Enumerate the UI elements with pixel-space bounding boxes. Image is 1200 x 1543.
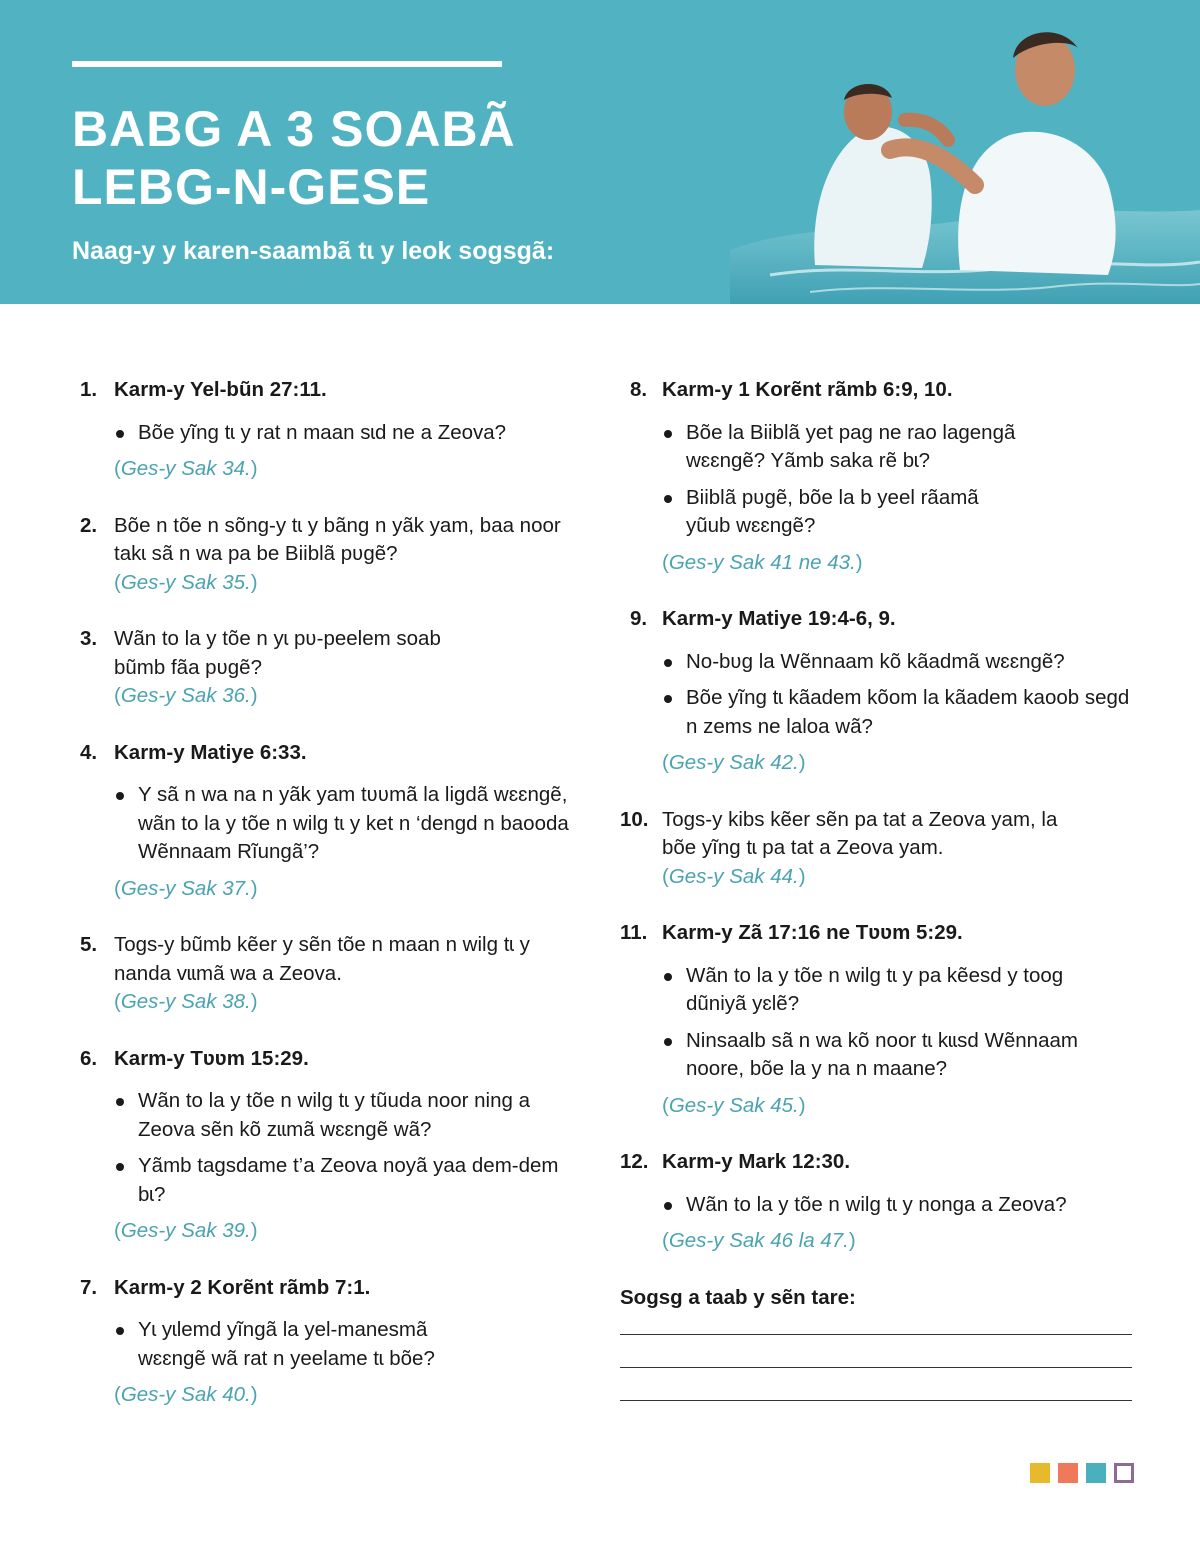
question-bullet: Bõe yĩng tɩ kãadem kõom la kãadem kaoob segd n zems ne laloa wã? bbox=[662, 684, 1140, 741]
note-writing-line[interactable] bbox=[620, 1400, 1132, 1401]
question-text: Togs-y bũmb kẽer y sẽn tõe n maan n wilg tɩ y nanda vɩɩmã wa a Zeova. bbox=[114, 933, 530, 985]
question-number: 10. bbox=[620, 807, 649, 831]
question-number: 1. bbox=[80, 378, 98, 401]
question-item bbox=[80, 376, 580, 484]
question-item bbox=[80, 1274, 580, 1410]
question-number: 11. bbox=[620, 921, 648, 944]
note-writing-line[interactable] bbox=[620, 1367, 1132, 1368]
question-bullet: Wãn to la y tõe n wilg tɩ y pa kẽesd y toog dũniyã yɛlẽ? bbox=[662, 962, 1066, 1019]
question-bullet: Yɩ yɩlemd yĩngã la yel-manesmã wɛɛngẽ wã rat n yeelame tɩ bõe? bbox=[114, 1316, 478, 1373]
question-number: 12. bbox=[620, 1150, 649, 1173]
note-writing-line[interactable] bbox=[620, 1334, 1132, 1335]
questions-column-left bbox=[80, 376, 580, 1438]
question-text: Wãn to la y tõe n yɩ pʋ-peelem soab bũmb fãa pʋgẽ? bbox=[114, 627, 441, 679]
question-item bbox=[80, 625, 580, 711]
lesson-reference: (Ges-y Sak 40.) bbox=[114, 1383, 258, 1406]
question-bullet: No-bʋg la Wẽnnaam kõ kãadmã wɛɛngẽ? bbox=[662, 648, 1140, 677]
question-number: 9. bbox=[630, 607, 648, 630]
square-teal bbox=[1086, 1463, 1106, 1483]
notes-label: Sogsg a taab y sẽn tare: bbox=[620, 1285, 856, 1309]
question-item bbox=[620, 1148, 1140, 1256]
scripture-reading: Karm-y Tʋʋm 15:29. bbox=[114, 1046, 309, 1070]
square-purple-outline bbox=[1114, 1463, 1134, 1483]
question-item bbox=[620, 806, 1140, 892]
page-subtitle: Naag-y y karen-saambã tɩ y leok sogsgã: bbox=[72, 237, 555, 265]
lesson-reference: (Ges-y Sak 36.) bbox=[114, 684, 258, 707]
question-bullet: Wãn to la y tõe n wilg tɩ y nonga a Zeova? bbox=[662, 1191, 1140, 1220]
question-number: 3. bbox=[80, 627, 98, 650]
question-item bbox=[620, 919, 1140, 1120]
title-line-2: LEBG-N-GESE bbox=[72, 159, 431, 215]
question-number: 2. bbox=[80, 513, 98, 537]
question-number: 8. bbox=[630, 378, 648, 401]
scripture-reading: Karm-y Yel-bũn 27:11. bbox=[114, 378, 327, 401]
question-item bbox=[80, 739, 580, 904]
scripture-reading: Karm-y 2 Korẽnt rãmb 7:1. bbox=[114, 1275, 371, 1299]
header-banner bbox=[0, 0, 1200, 304]
scripture-reading: Karm-y Mark 12:30. bbox=[662, 1150, 851, 1173]
lesson-reference: (Ges-y Sak 42.) bbox=[662, 751, 806, 774]
lesson-reference: (Ges-y Sak 34.) bbox=[114, 457, 258, 480]
page-title bbox=[72, 100, 516, 216]
question-number: 6. bbox=[80, 1046, 98, 1070]
baptism-illustration bbox=[690, 0, 1200, 304]
square-orange bbox=[1058, 1463, 1078, 1483]
lesson-reference: (Ges-y Sak 35.) bbox=[114, 570, 258, 594]
question-item bbox=[80, 1045, 580, 1246]
header-rule bbox=[72, 61, 502, 67]
square-yellow bbox=[1030, 1463, 1050, 1483]
question-number: 5. bbox=[80, 933, 98, 956]
question-text: Togs-y kibs kẽer sẽn pa tat a Zeova yam, la bõe yĩng tɩ pa tat a Zeova yam. bbox=[662, 807, 1058, 859]
question-item bbox=[80, 931, 580, 1017]
question-bullet: Bõe yĩng tɩ y rat n maan sɩd ne a Zeova? bbox=[114, 419, 580, 448]
question-number: 7. bbox=[80, 1275, 98, 1299]
lesson-reference: (Ges-y Sak 46 la 47.) bbox=[662, 1229, 856, 1252]
scripture-reading: Karm-y 1 Korẽnt rãmb 6:9, 10. bbox=[662, 378, 953, 401]
scripture-reading: Karm-y Zã 17:16 ne Tʋʋm 5:29. bbox=[662, 921, 963, 944]
question-bullet: Y sã n wa na n yãk yam tʋʋmã la ligdã wɛɛngẽ, wãn to la y tõe n wilg tɩ y ket n ‘dengd n baooda Wẽnnaam Rĩungã’? bbox=[114, 781, 580, 867]
question-bullet: Biiblã pʋgẽ, bõe la b yeel rãamã yũub wɛɛngẽ? bbox=[662, 484, 1016, 541]
scripture-reading: Karm-y Matiye 19:4-6, 9. bbox=[662, 607, 896, 630]
question-item bbox=[620, 605, 1140, 778]
question-item bbox=[620, 376, 1140, 577]
questions-column-right bbox=[620, 376, 1140, 1401]
scripture-reading: Karm-y Matiye 6:33. bbox=[114, 740, 307, 764]
lesson-reference: (Ges-y Sak 41 ne 43.) bbox=[662, 550, 863, 574]
question-bullet: Wãn to la y tõe n wilg tɩ y tũuda noor ning a Zeova sẽn kõ zɩɩmã wɛɛngẽ wã? bbox=[114, 1087, 580, 1144]
question-text: Bõe n tõe n sõng-y tɩ y bãng n yãk yam, baa noor takɩ sã n wa pa be Biiblã pʋgẽ? bbox=[114, 513, 561, 565]
lesson-reference: (Ges-y Sak 38.) bbox=[114, 990, 258, 1013]
question-bullet: Ninsaalb sã n wa kõ noor tɩ kɩɩsd Wẽnnaam noore, bõe la y na n maane? bbox=[662, 1027, 1140, 1084]
question-bullet: Yãmb tagsdame t’a Zeova noyã yaa dem-dem bɩ? bbox=[114, 1152, 580, 1209]
question-number: 4. bbox=[80, 740, 98, 764]
lesson-reference: (Ges-y Sak 37.) bbox=[114, 876, 258, 900]
lesson-reference: (Ges-y Sak 44.) bbox=[662, 864, 806, 888]
title-line-1: BABG A 3 SOABÃ bbox=[72, 101, 516, 157]
color-squares bbox=[1030, 1463, 1134, 1483]
lesson-reference: (Ges-y Sak 39.) bbox=[114, 1219, 258, 1242]
question-item bbox=[80, 512, 580, 598]
question-bullet: Bõe la Biiblã yet pag ne rao lagengã wɛɛngẽ? Yãmb saka rẽ bɩ? bbox=[662, 419, 1066, 476]
lesson-reference: (Ges-y Sak 45.) bbox=[662, 1093, 806, 1117]
